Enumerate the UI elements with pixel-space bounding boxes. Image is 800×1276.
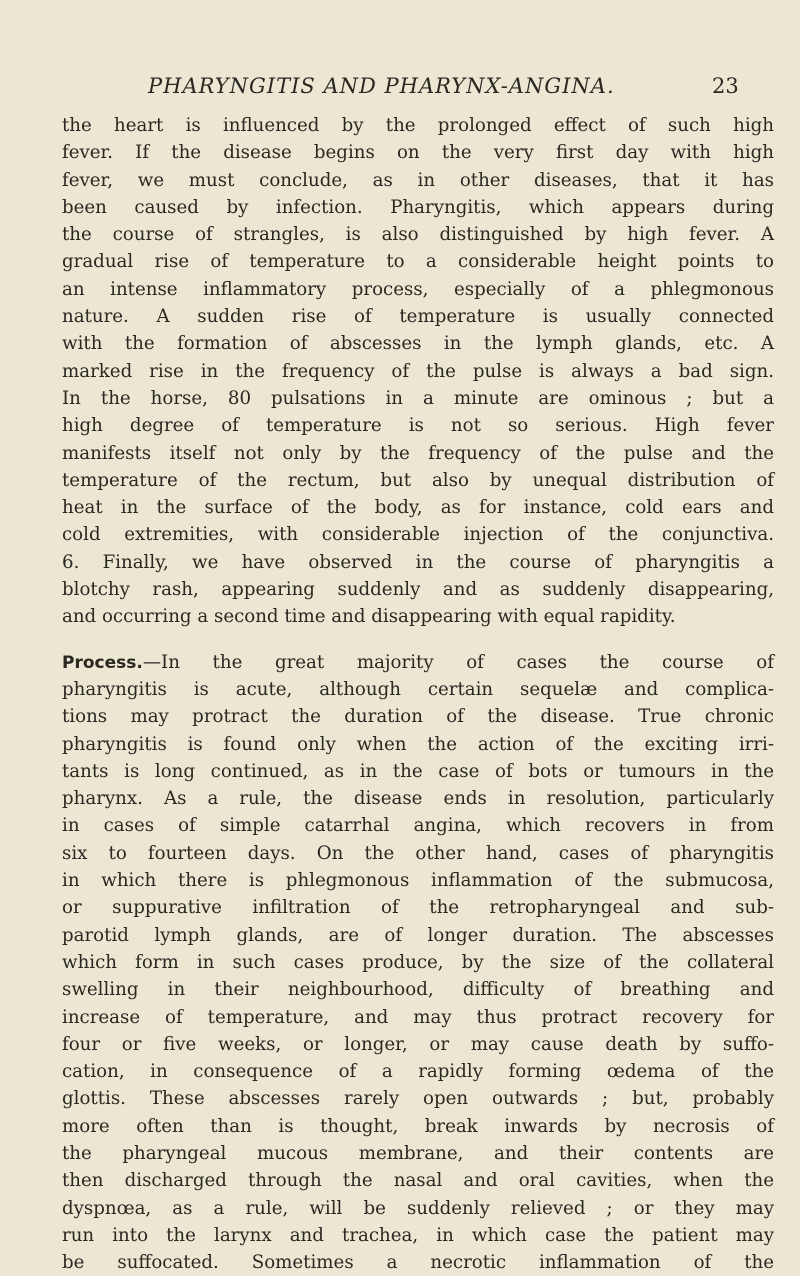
text-line: the heart is influenced by the prolonged effect of such high [62, 115, 774, 136]
text-line: in which there is phlegmonous inflammation of the submucosa, [62, 870, 774, 892]
text-line: glottis. These abscesses rarely open outwards ; but, probably [62, 1088, 774, 1110]
text-line: four or five weeks, or longer, or may cause death by suffo- [62, 1033, 774, 1055]
heading-line-rest: —In the great majority of cases the course of [142, 651, 774, 673]
text-line: tants is long continued, as in the case of bots or tumours in the [62, 760, 774, 782]
text-line: In the horse, 80 pulsations in a minute are ominous ; but a [62, 387, 774, 409]
page-number: 23 [712, 74, 739, 98]
text-line: pharynx. As a rule, the disease ends in resolution, particularly [62, 788, 774, 810]
text-line: which form in such cases produce, by the size of the collateral [62, 951, 774, 973]
text-line: increase of temperature, and may thus protract recovery for [62, 1006, 774, 1028]
body-text [62, 112, 774, 1276]
text-line: pharyngitis is acute, although certain sequelæ and complica- [62, 678, 774, 700]
text-line: fever. If the disease begins on the very first day with high [62, 142, 774, 164]
text-line: swelling in their neighbourhood, difficulty of breathing and [62, 979, 774, 1001]
text-line: 6. Finally, we have observed in the course of pharyngitis a [62, 551, 774, 573]
text-line: blotchy rash, appearing suddenly and as suddenly disappearing, [62, 579, 774, 601]
text-line: cold extremities, with considerable injection of the conjunctiva. [62, 524, 774, 546]
text-line: and occurring a second time and disappearing with equal rapidity. [62, 606, 676, 628]
text-line: or suppurative infiltration of the retropharyngeal and sub- [62, 897, 774, 919]
text-line: more often than is thought, break inwards by necrosis of [62, 1115, 774, 1137]
text-line: then discharged through the nasal and oral cavities, when the [62, 1170, 774, 1192]
text-line: gradual rise of temperature to a considerable height points to [62, 251, 774, 273]
text-line: pharyngitis is found only when the action of the exciting irri- [62, 733, 774, 755]
text-line: be suffocated. Sometimes a necrotic inflammation of the [62, 1252, 774, 1274]
text-line: cation, in consequence of a rapidly forming œdema of the [62, 1061, 774, 1083]
text-line [62, 649, 774, 676]
text-line: manifests itself not only by the frequency of the pulse and the [62, 442, 774, 464]
text-line: marked rise in the frequency of the pulse is always a bad sign. [62, 360, 774, 382]
text-line: fever, we must conclude, as in other diseases, that it has [62, 169, 774, 191]
text-line: six to fourteen days. On the other hand, cases of pharyngitis [62, 842, 774, 864]
text-line: dyspnœa, as a rule, will be suddenly relieved ; or they may [62, 1197, 774, 1219]
text-line: parotid lymph glands, are of longer duration. The abscesses [62, 924, 774, 946]
text-line: been caused by infection. Pharyngitis, which appears during [62, 196, 774, 218]
section-heading: Process. [62, 652, 143, 673]
text-line: the course of strangles, is also distinguished by high fever. A [62, 224, 774, 246]
paragraph-process [62, 649, 774, 1276]
running-title: PHARYNGITIS AND PHARYNX-ANGINA. [148, 74, 615, 98]
text-line: in cases of simple catarrhal angina, which recovers in from [62, 815, 774, 837]
text-line: heat in the surface of the body, as for instance, cold ears and [62, 497, 774, 519]
text-line: the pharyngeal mucous membrane, and their contents are [62, 1142, 774, 1164]
text-line: nature. A sudden rise of temperature is usually connected [62, 306, 774, 328]
paragraph-fever [62, 112, 774, 631]
text-line: with the formation of abscesses in the lymph glands, etc. A [62, 333, 774, 355]
text-line: high degree of temperature is not so serious. High fever [62, 415, 774, 437]
text-line: tions may protract the duration of the disease. True chronic [62, 706, 774, 728]
text-line: run into the larynx and trachea, in which case the patient may [62, 1224, 774, 1246]
text-line: an intense inflammatory process, especially of a phlegmonous [62, 278, 774, 300]
text-line: temperature of the rectum, but also by unequal distribution of [62, 469, 774, 491]
paragraph-gap [62, 631, 774, 649]
